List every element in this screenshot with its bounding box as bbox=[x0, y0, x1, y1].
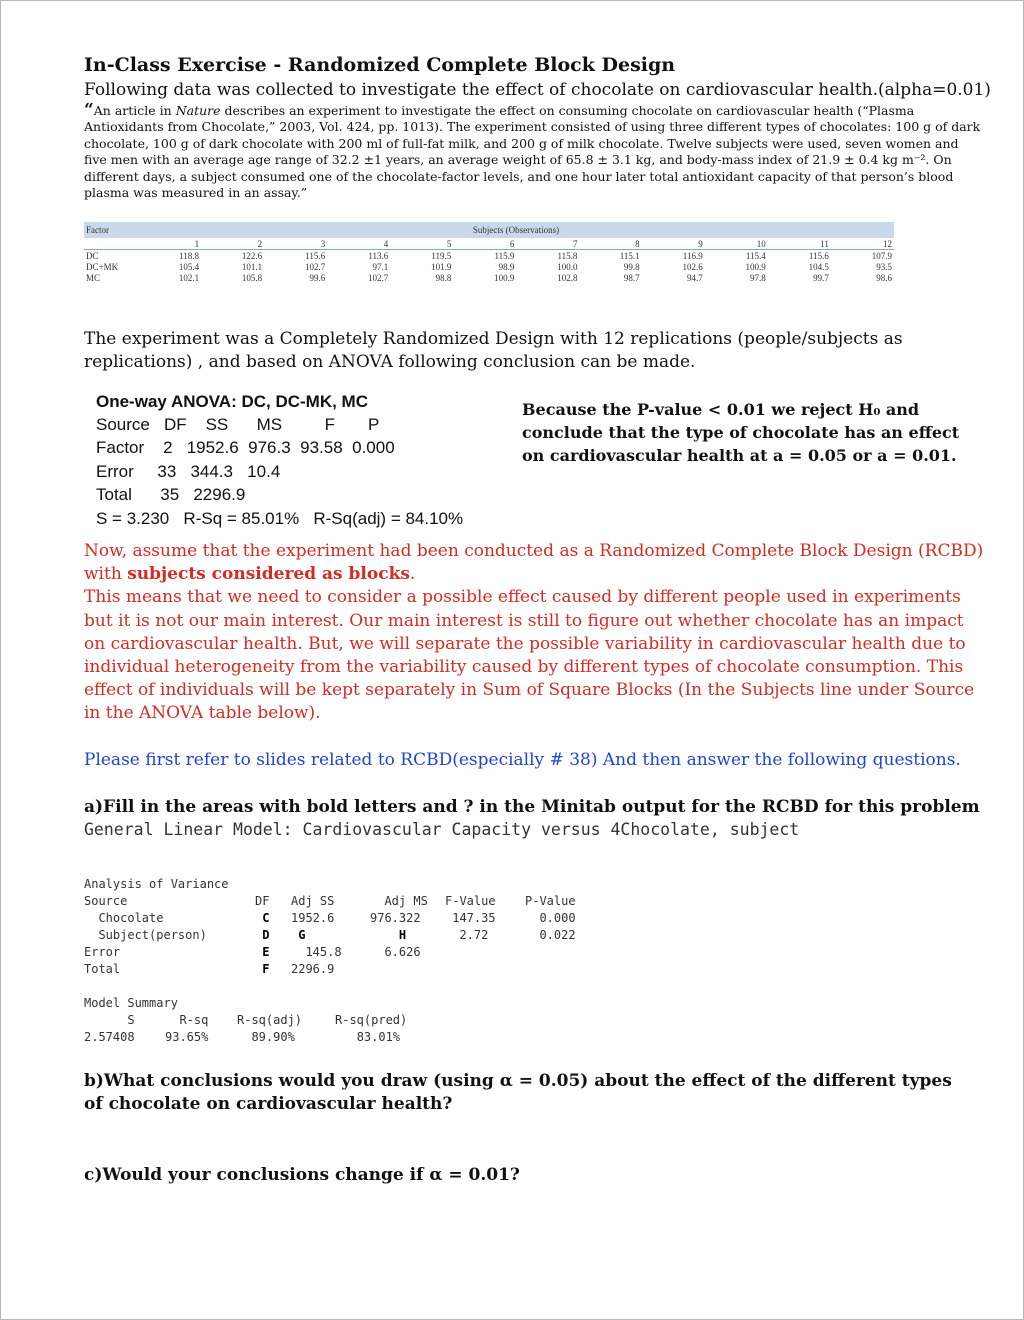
article-quote bbox=[84, 102, 984, 201]
aov-adjms: 6.626 bbox=[384, 945, 421, 959]
anova-line: Source DF SS MS F P bbox=[96, 415, 380, 434]
aov-heading: Analysis of Variance bbox=[84, 877, 229, 891]
aov-source: Total bbox=[84, 962, 121, 976]
ms-s: 2.57408 bbox=[84, 1030, 135, 1044]
subject-number: 10 bbox=[705, 238, 768, 250]
ms-rsqadj: 89.90% bbox=[251, 1030, 295, 1044]
ms-rsqpred: 83.01% bbox=[356, 1030, 401, 1044]
subject-number: 6 bbox=[453, 238, 516, 250]
subjects-header: Subjects (Observations) bbox=[138, 222, 894, 238]
aov-col-fvalue bbox=[445, 893, 496, 944]
subject-number: 3 bbox=[264, 238, 327, 250]
ms-col-rsqpred bbox=[335, 1012, 407, 1046]
table-row bbox=[84, 272, 894, 283]
aov-header-adjms: Adj MS bbox=[384, 894, 428, 908]
table-cell: 93.5 bbox=[876, 261, 892, 272]
table-row bbox=[84, 250, 894, 262]
table-cell: 104.5 bbox=[808, 261, 829, 272]
table-cell: 97.1 bbox=[372, 261, 389, 272]
table-cell: 116.9 bbox=[682, 250, 703, 261]
aov-df-blank: D bbox=[262, 928, 270, 942]
table-cell: 98.9 bbox=[498, 261, 515, 272]
table-cell: 119.5 bbox=[431, 250, 452, 261]
subject-number: 1 bbox=[138, 238, 201, 250]
table-cell: 100.0 bbox=[557, 261, 578, 272]
aov-adjms: 976.322 bbox=[370, 911, 421, 925]
subject-number: 2 bbox=[201, 238, 264, 250]
aov-header-df: DF bbox=[255, 894, 270, 908]
quote-mark: “ bbox=[84, 100, 94, 120]
ms-rsq: 93.65% bbox=[165, 1030, 209, 1044]
aov-adjss: 1952.6 bbox=[291, 911, 335, 925]
rcbd-blocks-emphasis: subjects considered as blocks bbox=[127, 564, 410, 585]
subject-numbers-row bbox=[84, 238, 894, 250]
table-cell: 107.9 bbox=[871, 250, 892, 261]
table-cell: 115.6 bbox=[305, 250, 326, 261]
table-cell: 115.8 bbox=[557, 250, 578, 261]
factor-header: Factor bbox=[84, 222, 138, 238]
table-cell: 115.4 bbox=[745, 250, 766, 261]
aov-adjss: 145.8 bbox=[305, 945, 342, 959]
table-cell: 102.7 bbox=[368, 272, 389, 283]
model-summary-heading: Model Summary bbox=[84, 996, 178, 1010]
anova-line: Factor 2 1952.6 976.3 93.58 0.000 bbox=[96, 438, 395, 458]
table-cell: 100.9 bbox=[494, 272, 515, 283]
oneway-anova-heading: One-way ANOVA: DC, DC-MK, MC bbox=[96, 392, 368, 411]
table-cell: 100.9 bbox=[745, 261, 766, 272]
table-cell: 105.4 bbox=[178, 261, 200, 272]
factor-label: DC+MK bbox=[86, 261, 119, 272]
aov-adjss: 2296.9 bbox=[291, 962, 335, 976]
question-b: b)What conclusions would you draw (using α = 0.05) about the effect of the different types of chocolate on cardiovascular health? bbox=[84, 1071, 952, 1114]
aov-col-source bbox=[84, 893, 207, 978]
factor-label: DC bbox=[86, 250, 99, 261]
aov-df-blank: F bbox=[262, 962, 270, 976]
aov-header-f: F-Value bbox=[445, 894, 496, 908]
aov-header-adjss: Adj SS bbox=[291, 894, 335, 908]
aov-col-adjss bbox=[291, 893, 342, 978]
page-title: In-Class Exercise - Randomized Complete Block Design bbox=[84, 54, 676, 76]
table-cell: 99.7 bbox=[813, 272, 829, 283]
rcbd-body: This means that we need to consider a possible effect caused by different people used in experiments but it is not our main interest. Our main interest is still to figure out whether chocolate has an impact on cardiovascular health. But, we will separate the possible variability in cardiovascular health due to individual heterogeneity from the variability caused by different types of chocolate consumption. This effect of individuals will be kept separately in Sum of Square Blocks (In the Subjects line under Source in the ANOVA table below). bbox=[84, 587, 975, 724]
crd-description: The experiment was a Completely Randomized Design with 12 replications (people/subjects as replications) , and based on ANOVA following conclusion can be made. bbox=[84, 329, 903, 372]
anova-line: Error 33 344.3 10.4 bbox=[96, 461, 281, 481]
table-cell: 102.8 bbox=[557, 272, 578, 283]
table-cell: 122.6 bbox=[241, 250, 263, 261]
table-cell: 102.6 bbox=[682, 261, 703, 272]
subject-number: 4 bbox=[327, 238, 390, 250]
table-cell: 94.7 bbox=[686, 272, 703, 283]
ms-header-rsqadj: R-sq(adj) bbox=[237, 1013, 303, 1027]
table-cell: 101.1 bbox=[241, 261, 263, 272]
aov-header-p: P-Value bbox=[525, 894, 576, 908]
aov-df-blank: E bbox=[262, 945, 270, 959]
obs-header-row bbox=[84, 222, 894, 238]
subject-number: 12 bbox=[831, 238, 894, 250]
table-cell: 98.8 bbox=[435, 272, 452, 283]
glm-title: General Linear Model: Cardiovascular Capacity versus 4Chocolate, subject bbox=[84, 820, 800, 839]
aov-adjms-blank: H bbox=[398, 928, 407, 942]
rcbd-line-1: Now, assume that the experiment had been conducted as a Randomized Complete Block Design (RCBD) with bbox=[84, 541, 984, 585]
table-cell: 118.8 bbox=[179, 250, 200, 261]
aov-col-df bbox=[255, 893, 269, 978]
table-cell: 105.8 bbox=[241, 272, 263, 283]
ms-header-rsqpred: R-sq(pred) bbox=[335, 1013, 408, 1027]
rcbd-period: . bbox=[409, 564, 416, 585]
aov-header-source: Source bbox=[84, 894, 128, 908]
table-cell: 98.6 bbox=[876, 272, 892, 283]
rcbd-assumption bbox=[84, 540, 984, 726]
anova-line: Total 35 2296.9 bbox=[96, 485, 246, 505]
table-cell: 97.8 bbox=[750, 272, 766, 283]
subject-number: 5 bbox=[390, 238, 453, 250]
aov-source: Subject(person) bbox=[98, 928, 207, 942]
table-row bbox=[84, 261, 894, 272]
table-cell: 113.6 bbox=[368, 250, 389, 261]
intro-text: Following data was collected to investigate the effect of chocolate on cardiovascular health.(alpha=0.01) bbox=[84, 80, 991, 100]
table-cell: 115.9 bbox=[494, 250, 515, 261]
anova-conclusion: Because the P-value < 0.01 we reject H₀ and conclude that the type of chocolate has an effect on cardiovascular health at a = 0.05 or a = 0.01. bbox=[522, 400, 960, 465]
subject-number: 11 bbox=[768, 238, 831, 250]
observations-table bbox=[84, 222, 894, 283]
table-cell: 99.6 bbox=[309, 272, 326, 283]
aov-col-adjms bbox=[370, 893, 428, 961]
quote-part-2: describes an experiment to investigate the effect on consuming chocolate on cardiovascular health (“Plasma Antioxidants from Chocolate,” 2003, Vol. 424, pp. 1013). The experiment consisted of using three different types of chocolates: 100 g of dark chocolate, 100 g of dark chocolate with 200 ml of full-fat milk, and 200 g of milk chocolate. Twelve subjects were used, seven women and five men with an average age range of 32.2 ±1 years, an average weight of 65.8 ± 3.1 kg, and body-mass index of 21.9 ± 0.4 kg m⁻². On different days, a subject consumed one of the chocolate-factor levels, and one hour later total antioxidant capacity of that person’s blood plasma was measured in an assay.” bbox=[84, 103, 981, 201]
ms-col-rsqadj bbox=[237, 1012, 302, 1046]
anova-line: S = 3.230 R-Sq = 85.01% R-Sq(adj) = 84.10% bbox=[96, 508, 464, 528]
oneway-anova-output bbox=[96, 390, 463, 530]
question-c: c)Would your conclusions change if α = 0.01? bbox=[84, 1165, 520, 1185]
journal-name: Nature bbox=[175, 103, 221, 118]
ms-header-rsq: R-sq bbox=[179, 1013, 209, 1027]
aov-fvalue: 147.35 bbox=[452, 911, 496, 925]
table-cell: 102.1 bbox=[178, 272, 200, 283]
ms-col-rsq bbox=[165, 1012, 208, 1046]
aov-col-pvalue bbox=[525, 893, 576, 944]
aov-source: Chocolate bbox=[98, 911, 164, 925]
table-cell: 98.7 bbox=[623, 272, 640, 283]
aov-source: Error bbox=[84, 945, 121, 959]
table-cell: 115.1 bbox=[619, 250, 640, 261]
question-a: a)Fill in the areas with bold letters and ? in the Minitab output for the RCBD for this problem bbox=[84, 797, 980, 817]
factor-label: MC bbox=[86, 272, 101, 283]
aov-fvalue: 2.72 bbox=[459, 928, 489, 942]
table-cell: 115.6 bbox=[808, 250, 829, 261]
subject-number: 8 bbox=[579, 238, 641, 250]
ms-header-s: S bbox=[127, 1013, 135, 1027]
ms-col-s bbox=[84, 1012, 135, 1046]
table-cell: 101.9 bbox=[431, 261, 452, 272]
aov-pvalue: 0.022 bbox=[539, 928, 576, 942]
aov-df-blank: C bbox=[262, 911, 270, 925]
table-cell: 99.8 bbox=[623, 261, 640, 272]
subject-number: 9 bbox=[642, 238, 705, 250]
refer-instruction: Please first refer to slides related to RCBD(especially # 38) And then answer the following questions. bbox=[84, 750, 961, 770]
aov-pvalue: 0.000 bbox=[539, 911, 576, 925]
aov-adjss-blank: G bbox=[298, 928, 306, 942]
table-cell: 102.7 bbox=[304, 261, 326, 272]
quote-part-1: An article in bbox=[93, 103, 176, 118]
subject-number: 7 bbox=[516, 238, 579, 250]
